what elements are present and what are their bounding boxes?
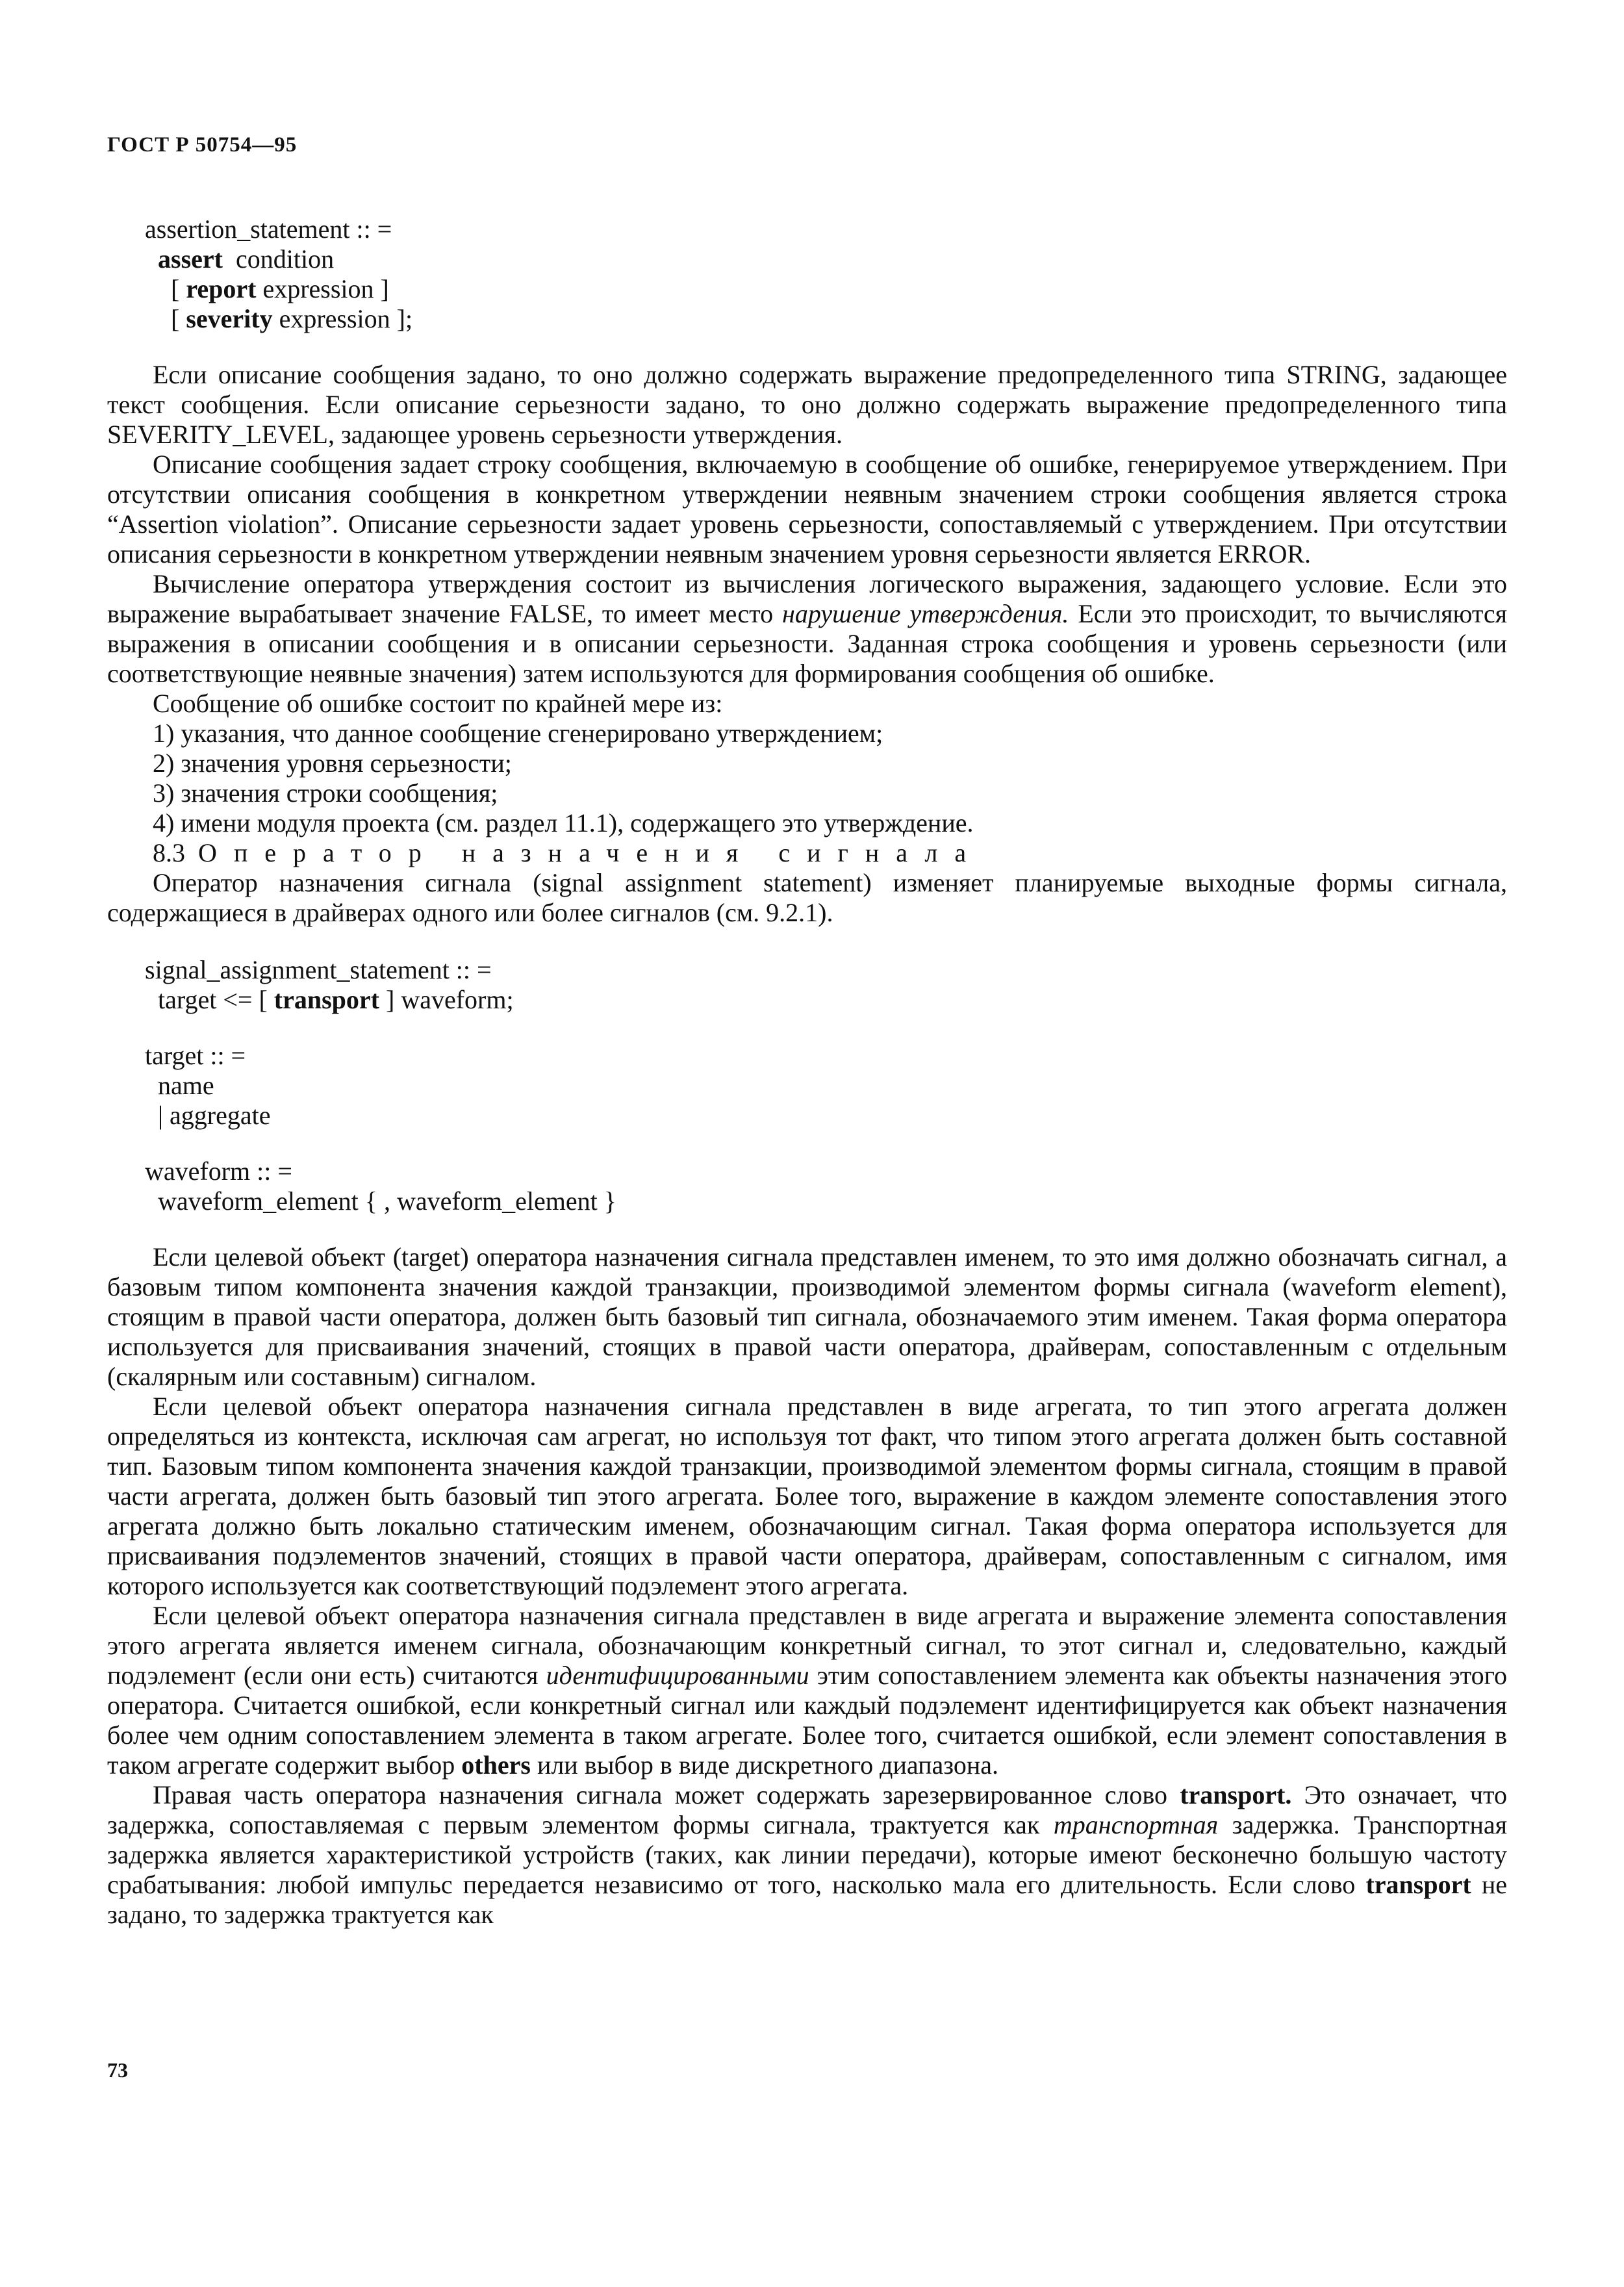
code-line: waveform :: =	[145, 1156, 292, 1186]
paragraph	[107, 1601, 1507, 1780]
text: Правая часть оператора назначения сигнала может содержать зарезервированное слово	[153, 1780, 1180, 1809]
paragraph: Если целевой объект оператора назначения сигнала представлен в виде агрегата, то тип этого агрегата должен определяться из контекста, исключая сам агрегат, но используя тот факт, что типом этого агрегата должен быть составной тип. Базовым типом компонента значения каждой транзакции, производимой элементом формы сигнала, стоящим в правой части агрегата, должен быть базовый тип этого агрегата. Более того, выражение в каждом элементе сопоставления этого агрегата должно быть локально статическим именем, обозначающим сигнал. Такая форма оператора используется для присваивания подэлементов значений, стоящих в правой части оператора, драйверам, сопоставленным с сигналом, имя которого используется как соответствующий подэлемент этого агрегата.	[107, 1392, 1507, 1600]
code-text: condition	[235, 244, 335, 274]
emphasis-term: транспортная	[1053, 1810, 1219, 1839]
code-line	[145, 1186, 1507, 1216]
code-line	[145, 1101, 1507, 1131]
paragraph: Оператор назначения сигнала (signal assignment statement) изменяет планируемые выходные формы сигнала, содержащиеся в драйверах одного или более сигналов (см. 9.2.1).	[107, 868, 1507, 927]
code-line	[145, 1071, 1507, 1101]
paragraph: Если описание сообщения задано, то оно должно содержать выражение предопределенного типа STRING, задающее текст сообщения. Если описание серьезности задано, то оно должно содержать выражение предопределенного типа SEVERITY_LEVEL, задающее уровень серьезности утверждения.	[107, 360, 1507, 449]
code-text: expression ]	[256, 274, 389, 303]
code-text: ] waveform;	[379, 985, 514, 1014]
keyword: assert	[158, 244, 223, 274]
code-line: assertion_statement :: =	[145, 214, 392, 244]
paragraph: Если целевой объект (target) оператора назначения сигнала представлен именем, то это имя должно обозначать сигнал, а базовым типом компонента значения каждой транзакции, производимой элементом формы сигнала (waveform element), стоящим в правой части оператора, должен быть базовый тип сигнала, обозначаемого этим именем. Такая форма оператора используется для присваивания значений, стоящих в правой части оператора, драйверам, сопоставленным с отдельным (скалярным или составным) сигналом.	[107, 1242, 1507, 1391]
code-text: name	[158, 1071, 214, 1100]
text: Вычисление оператора утверждения состоит из вычисления логического выражения, задающего условие. Если это выражение вырабатывает значение FALSE, то имеет место	[107, 569, 1507, 628]
code-block-assertion	[145, 214, 1507, 334]
section-title: Оператор назначения сигнала	[198, 838, 983, 867]
code-text: target <= [	[158, 985, 274, 1014]
text: не задано, то задержка трактуется как	[107, 1870, 1507, 1929]
paragraph: Сообщение об ошибке состоит по крайней мере из:	[153, 689, 723, 718]
page-header: ГОСТ Р 50754—95	[107, 133, 298, 157]
emphasis-term: нарушение утверждения.	[782, 599, 1069, 628]
text: задержка. Транспортная задержка является характеристикой устройств (таких, как линии передачи), которые имеют бесконечно большую частоту срабатывания: любой импульс передается независимо от того, насколько мала его длительность. Если слово	[107, 1810, 1507, 1899]
text: этим сопоставлением элемента как объекты назначения этого оператора. Считается ошибкой, если конкретный сигнал или каждый подэлемент идентифицируется как объект назначения более чем одним сопоставлением элемента в таком агрегате. Более того, считается ошибкой, если элемент сопоставления в таком агрегате содержит выбор	[107, 1661, 1507, 1780]
code-line	[145, 985, 1507, 1015]
code-block-waveform	[145, 1156, 1507, 1216]
list-item: 4) имени модуля проекта (см. раздел 11.1), содержащего это утверждение.	[153, 808, 974, 837]
code-text: [	[171, 274, 186, 303]
list-item: 1) указания, что данное сообщение сгенерировано утверждением;	[153, 719, 883, 748]
paragraph	[107, 569, 1507, 689]
code-line	[145, 304, 1507, 334]
code-line	[145, 274, 1507, 304]
keyword: severity	[186, 304, 273, 333]
text: Если это происходит, то вычисляются выражения в описании сообщения и в описании серьезности. Заданная строка сообщения и уровень серьезности (или соответствующие неявные значения) затем используются для формирования сообщения об ошибке.	[107, 599, 1507, 688]
section-number: 8.3	[153, 838, 185, 867]
keyword: transport	[273, 985, 379, 1014]
list-item: 2) значения уровня серьезности;	[153, 748, 512, 778]
code-line: signal_assignment_statement :: =	[145, 955, 492, 984]
code-line: target :: =	[145, 1041, 246, 1070]
code-text: waveform_element { , waveform_element }	[158, 1186, 616, 1216]
code-text: | aggregate	[158, 1101, 271, 1130]
text: или выбор в виде дискретного диапазона.	[530, 1750, 998, 1780]
text: Это означает, что задержка, сопоставляемая с первым элементом формы сигнала, трактуется как	[107, 1780, 1507, 1839]
code-text: expression ];	[272, 304, 413, 333]
emphasis-term: идентифицированными	[546, 1661, 809, 1690]
code-block-target	[145, 1041, 1507, 1131]
keyword: transport.	[1180, 1780, 1292, 1809]
keyword: others	[461, 1750, 531, 1780]
keyword: report	[186, 274, 257, 303]
keyword: transport	[1365, 1870, 1471, 1899]
paragraph: Описание сообщения задает строку сообщения, включаемую в сообщение об ошибке, генерируемое утверждением. При отсутствии описания сообщения в конкретном утверждении неявным значением строки сообщения является строка “Assertion violation”. Описание серьезности задает уровень серьезности, сопоставляемый с утверждением. При отсутствии описания серьезности в конкретном утверждении неявным значением уровня серьезности является ERROR.	[107, 450, 1507, 569]
text: Если целевой объект оператора назначения сигнала представлен в виде агрегата и выражение элемента сопоставления этого агрегата является именем сигнала, обозначающим конкретный сигнал, то этот сигнал и, следовательно, каждый подэлемент (если они есть) считаются	[107, 1601, 1507, 1690]
page-number: 73	[107, 2058, 128, 2082]
paragraph	[107, 1780, 1507, 1930]
code-line	[145, 244, 1507, 274]
code-text: [	[171, 304, 186, 333]
section-heading	[107, 838, 1507, 868]
list-item: 3) значения строки сообщения;	[153, 778, 498, 808]
code-block-signal-assignment	[145, 955, 1507, 1015]
